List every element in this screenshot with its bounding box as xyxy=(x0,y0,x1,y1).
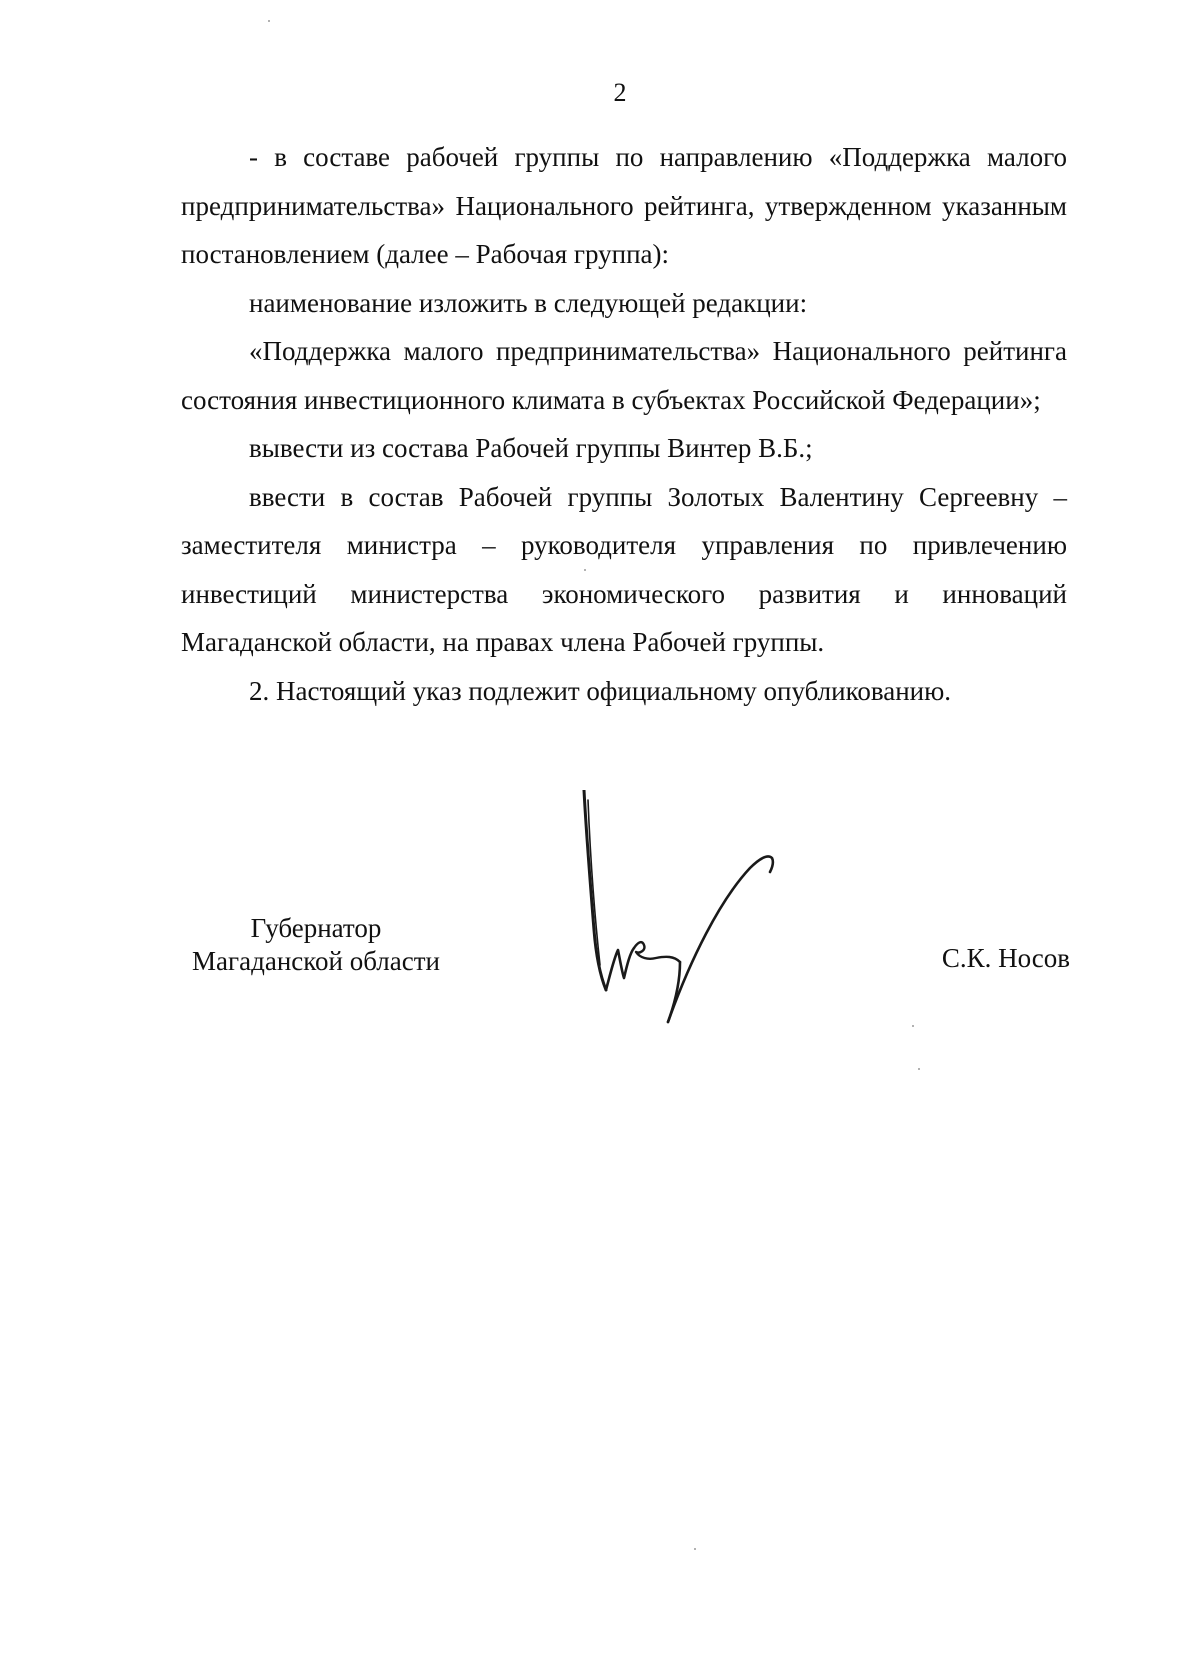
scan-speck xyxy=(918,1068,920,1070)
scan-speck xyxy=(268,20,270,22)
handwritten-signature xyxy=(580,790,820,1030)
paragraph-remove-member: вывести из состава Рабочей группы Винтер В.Б.; xyxy=(249,433,813,463)
scan-speck xyxy=(584,569,586,571)
governor-title xyxy=(181,912,451,978)
scan-speck xyxy=(694,1548,696,1550)
governor-name: С.К. Носов xyxy=(941,943,1070,973)
governor-title-line1: Губернатор xyxy=(250,913,382,943)
governor-title-line2: Магаданской области xyxy=(192,946,440,976)
paragraph-publication: 2. Настоящий указ подлежит официальному опубликованию. xyxy=(249,675,952,706)
paragraph-new-name: «Поддержка малого предпринимательства» Национального рейтинга состояния инвестиционного климата в субъектах Российской Федерации»; xyxy=(181,336,1067,415)
paragraph-working-group: - в составе рабочей группы по направлению «Поддержка малого предпринимательства» Национального рейтинга, утвержденном указанным постановлением (далее – Рабочая группа): xyxy=(181,142,1067,269)
page-number: 2 xyxy=(613,78,627,107)
scan-speck xyxy=(912,1025,914,1027)
document-body xyxy=(181,133,1067,715)
paragraph-add-member: ввести в состав Рабочей группы Золотых Валентину Сергеевну – заместителя министра – руководителя управления по привлечению инвестиций министерства экономического развития и инноваций Магаданской области, на правах члена Рабочей группы. xyxy=(181,481,1067,657)
paragraph-rename-instruction: наименование изложить в следующей редакции: xyxy=(249,287,808,318)
